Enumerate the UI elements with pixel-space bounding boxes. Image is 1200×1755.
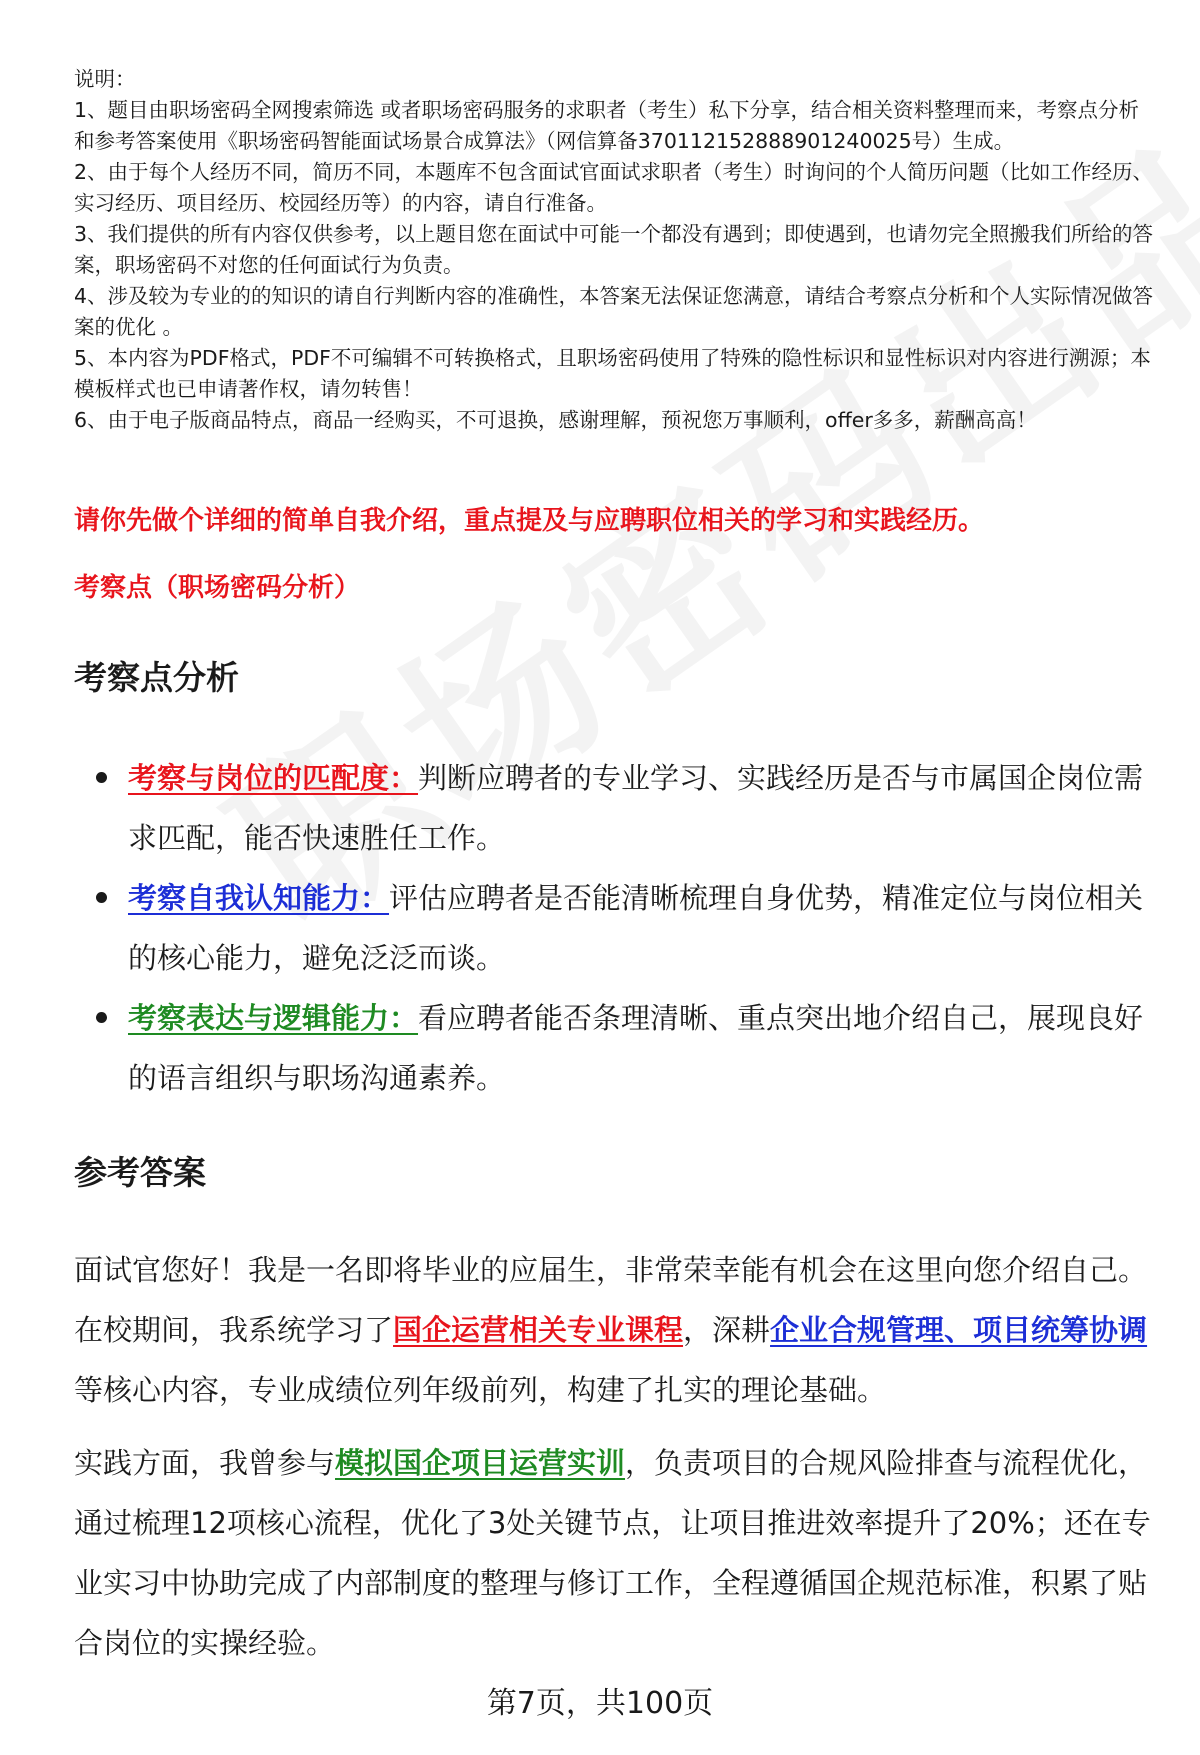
answer-paragraph (74, 1433, 1154, 1673)
answer-text: ，深耕 (683, 1313, 771, 1347)
notice-title: 说明： (74, 67, 136, 91)
point-keyword: 考察与岗位的匹配度： (128, 761, 419, 795)
bullet-icon (96, 892, 107, 903)
section-label: 考察点（职场密码分析） (74, 573, 361, 603)
point-text: 评估应聘者是否能清晰梳理自身优势，精准定位与岗位相关的核心能力，避免泛泛而谈。 (128, 881, 1144, 975)
notice-item: 1、题目由职场密码全网搜索筛选 或者职场密码服务的求职者（考生）私下分享，结合相关资料整理而来，考察点分析和参考答案使用《职场密码智能面试场景合成算法》（网信算备370112152888901240025号）生成。 (74, 98, 1140, 153)
answer-heading: 参考答案 (74, 1153, 206, 1192)
interview-question: 请你先做个详细的简单自我介绍，重点提及与应聘职位相关的学习和实践经历。 (74, 506, 985, 536)
bullet-icon (96, 772, 107, 783)
answer-text: 实践方面，我曾参与 (74, 1446, 336, 1480)
answer-keyword: 国企运营相关专业课程 (393, 1313, 684, 1347)
answer-text: 面试官您好！我是一名即将毕业的应届生，非常荣幸能有机会在这里向您介绍自己。在校期间，我系统学习了 (74, 1253, 1148, 1347)
analysis-heading: 考察点分析 (74, 658, 239, 697)
answer-text: 等核心内容，专业成绩位列年级前列，构建了扎实的理论基础。 (74, 1373, 887, 1407)
answer-paragraph (74, 1240, 1154, 1420)
notice-item: 5、本内容为PDF格式，PDF不可编辑不可转换格式，且职场密码使用了特殊的隐性标识和显性标识对内容进行溯源；本模板样式也已申请著作权，请勿转售！ (74, 346, 1151, 401)
point-keyword: 考察表达与逻辑能力： (128, 1001, 419, 1035)
answer-keyword: 企业合规管理、项目统筹协调 (770, 1313, 1148, 1347)
notice-item: 3、我们提供的所有内容仅供参考，以上题目您在面试中可能一个都没有遇到；即使遇到，也请勿完全照搬我们所给的答案，职场密码不对您的任何面试行为负责。 (74, 222, 1154, 277)
answer-keyword: 模拟国企项目运营实训 (335, 1446, 626, 1480)
page-number: 第7页，共100页 (486, 1686, 714, 1721)
answer-text: ，负责项目的合规风险排查与流程优化，通过梳理12项核心流程，优化了3处关键节点，让项目推进效率提升了20%；还在专业实习中协助完成了内部制度的整理与修订工作，全程遵循国企规范标准，积累了贴合岗位的实操经验。 (74, 1446, 1151, 1660)
notice-item: 2、由于每个人经历不同，简历不同，本题库不包含面试官面试求职者（考生）时询问的个人简历问题（比如工作经历、实习经历、项目经历、校园经历等）的内容，请自行准备。 (74, 160, 1154, 215)
notice-block (74, 64, 1154, 436)
analysis-point (74, 988, 1154, 1108)
analysis-points (74, 748, 1154, 1108)
analysis-point (74, 748, 1154, 868)
point-text: 判断应聘者的专业学习、实践经历是否与市属国企岗位需求匹配，能否快速胜任工作。 (128, 761, 1144, 855)
notice-item: 4、涉及较为专业的的知识的请自行判断内容的准确性，本答案无法保证您满意，请结合考察点分析和个人实际情况做答案的优化 。 (74, 284, 1154, 339)
point-keyword: 考察自我认知能力： (128, 881, 390, 915)
analysis-point (74, 868, 1154, 988)
notice-item: 6、由于电子版商品特点，商品一经购买，不可退换，感谢理解，预祝您万事顺利，offer多多，薪酬高高！ (74, 408, 1037, 432)
point-text: 看应聘者能否条理清晰、重点突出地介绍自己，展现良好的语言组织与职场沟通素养。 (128, 1001, 1144, 1095)
bullet-icon (96, 1012, 107, 1023)
